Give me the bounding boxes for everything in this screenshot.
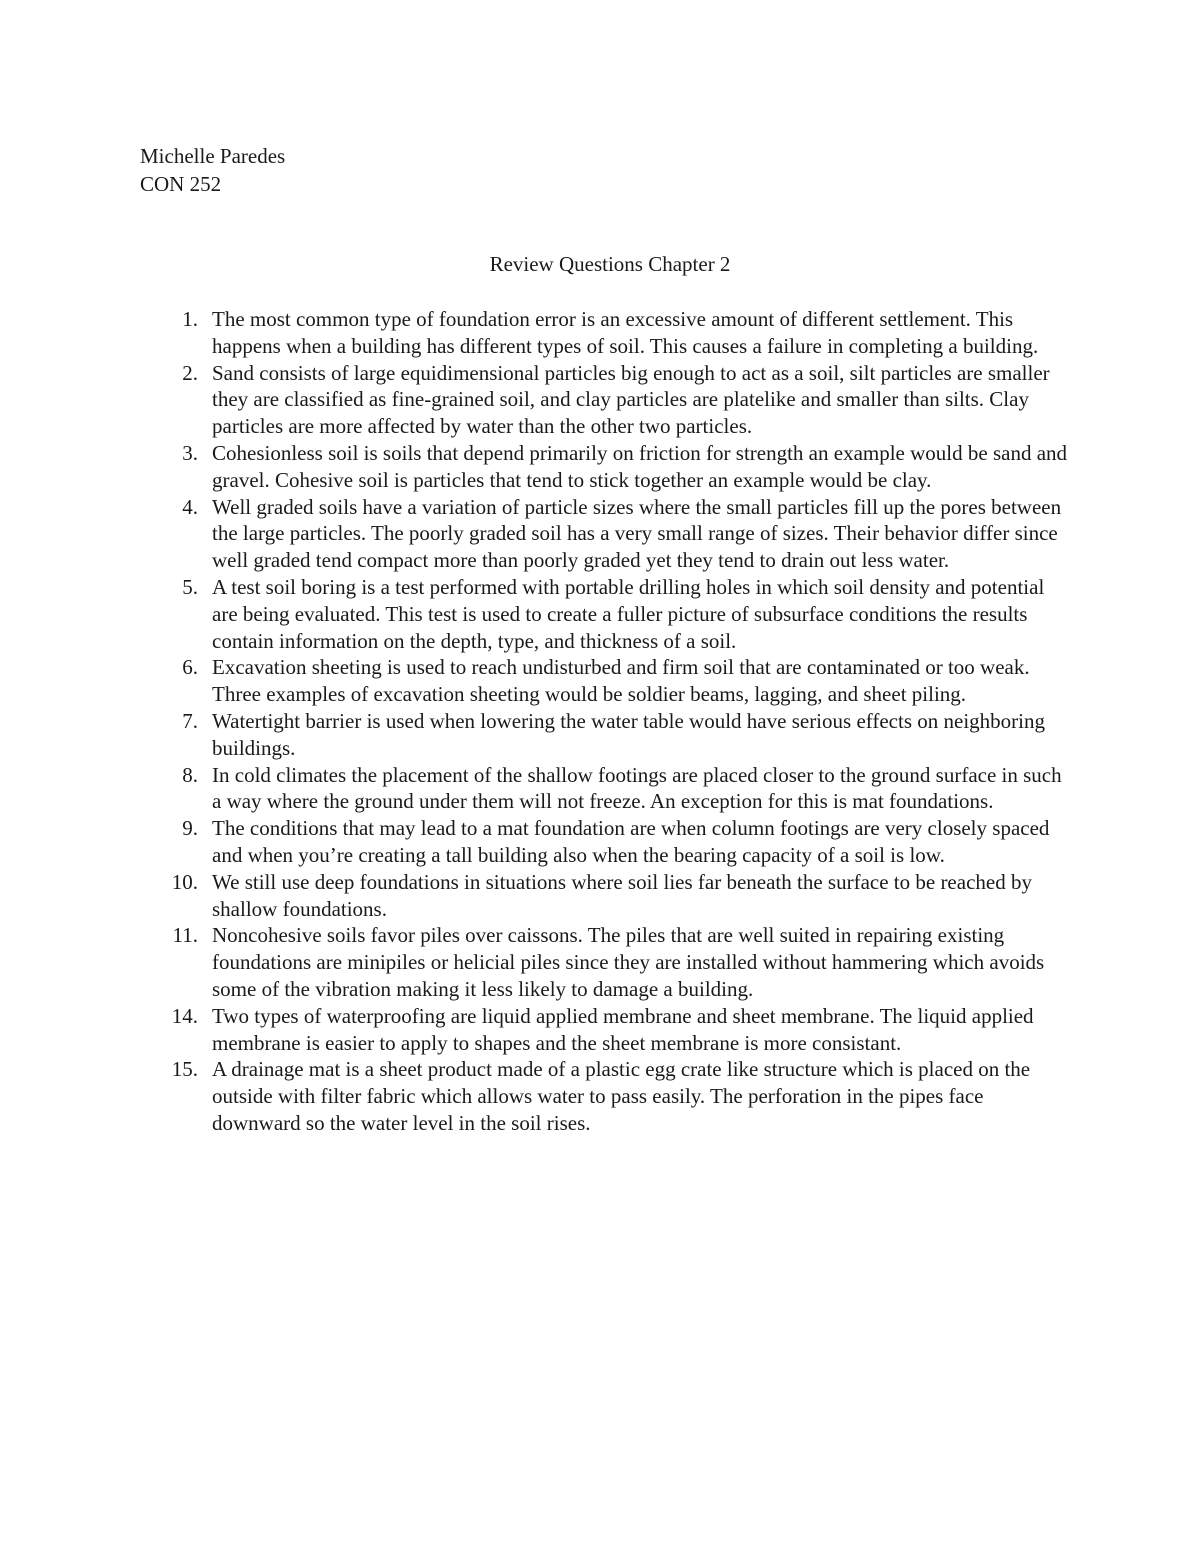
question-answer-text: We still use deep foundations in situations where soil lies far beneath the surface to be reached by shallow foundations. [212, 869, 1032, 921]
question-item [140, 869, 1070, 923]
question-number: 2. [182, 360, 198, 385]
question-number: 14. [171, 1003, 198, 1028]
question-item [140, 922, 1070, 1002]
question-item [140, 762, 1070, 816]
question-item [140, 654, 1070, 708]
question-answer-text: Well graded soils have a variation of particle sizes where the small particles fill up the pores between the large particles. The poorly graded soil has a very small range of sizes. Their behavior differ since well graded tend compact more than poorly graded yet they tend to drain out less water. [212, 494, 1062, 573]
course-code: CON 252 [140, 172, 222, 196]
document-title: Review Questions Chapter 2 [489, 252, 731, 276]
question-answer-text: Noncohesive soils favor piles over caissons. The piles that are well suited in repairing existing foundations are minipiles or helicial piles since they are installed without hammering which avoids some of the vibration making it less likely to damage a building. [212, 923, 1045, 1001]
question-answer-text: Excavation sheeting is used to reach undisturbed and firm soil that are contaminated or too weak. Three examples of excavation sheeting would be soldier beams, lagging, and sheet piling. [212, 655, 1030, 707]
question-number: 11. [172, 923, 198, 948]
question-number: 7. [182, 708, 198, 733]
question-answer-text: Cohesionless soil is soils that depend primarily on friction for strength an example would be sand and gravel. Cohesive soil is particles that tend to stick together an example would be clay. [212, 440, 1068, 492]
question-number: 10. [171, 869, 198, 894]
question-item [140, 815, 1070, 869]
question-number: 4. [182, 494, 198, 519]
question-answer-text: Sand consists of large equidimensional particles big enough to act as a soil, silt particles are smaller they are classified as fine-grained soil, and clay particles are platelike and smaller than silts. Clay particles are more affected by water than the other two particles. [212, 360, 1050, 439]
question-number: 15. [171, 1057, 198, 1082]
question-answer-text: A test soil boring is a test performed with portable drilling holes in which soil density and potential are being evaluated. This test is used to create a fuller picture of subsurface conditions the results contain information on the depth, type, and thickness of a soil. [212, 574, 1045, 653]
question-number: 3. [182, 440, 198, 465]
question-item [140, 1056, 1070, 1136]
question-answer-text: In cold climates the placement of the shallow footings are placed closer to the ground surface in such a way where the ground under them will not freeze. An exception for this is mat foundations. [212, 762, 1062, 814]
question-number: 9. [182, 816, 198, 841]
question-item [140, 574, 1070, 654]
question-answer-text: Two types of waterproofing are liquid applied membrane and sheet membrane. The liquid applied membrane is easier to apply to shapes and the sheet membrane is more consistant. [212, 1003, 1034, 1055]
question-number: 1. [182, 307, 198, 331]
question-item [140, 708, 1070, 762]
questions-list [140, 306, 1070, 1137]
question-item [140, 360, 1070, 440]
question-number: 8. [182, 762, 198, 787]
question-answer-text: The conditions that may lead to a mat foundation are when column footings are very closely spaced and when you’re creating a tall building also when the bearing capacity of a soil is low. [212, 816, 1050, 867]
question-answer-text: The most common type of foundation error is an excessive amount of different settlement. This happens when a building has different types of soil. This causes a failure in completing a building. [212, 307, 1039, 358]
question-item [140, 1003, 1070, 1057]
question-item [140, 306, 1070, 360]
question-item [140, 494, 1070, 574]
question-number: 5. [182, 574, 198, 599]
question-answer-text: A drainage mat is a sheet product made of a plastic egg crate like structure which is placed on the outside with filter fabric which allows water to pass easily. The perforation in the pipes face downward so the water level in the soil rises. [212, 1057, 1031, 1135]
question-item [140, 440, 1070, 494]
question-answer-text: Watertight barrier is used when lowering the water table would have serious effects on neighboring buildings. [212, 708, 1045, 760]
question-number: 6. [182, 655, 198, 680]
author-name: Michelle Paredes [140, 144, 286, 168]
document-header [140, 142, 285, 198]
